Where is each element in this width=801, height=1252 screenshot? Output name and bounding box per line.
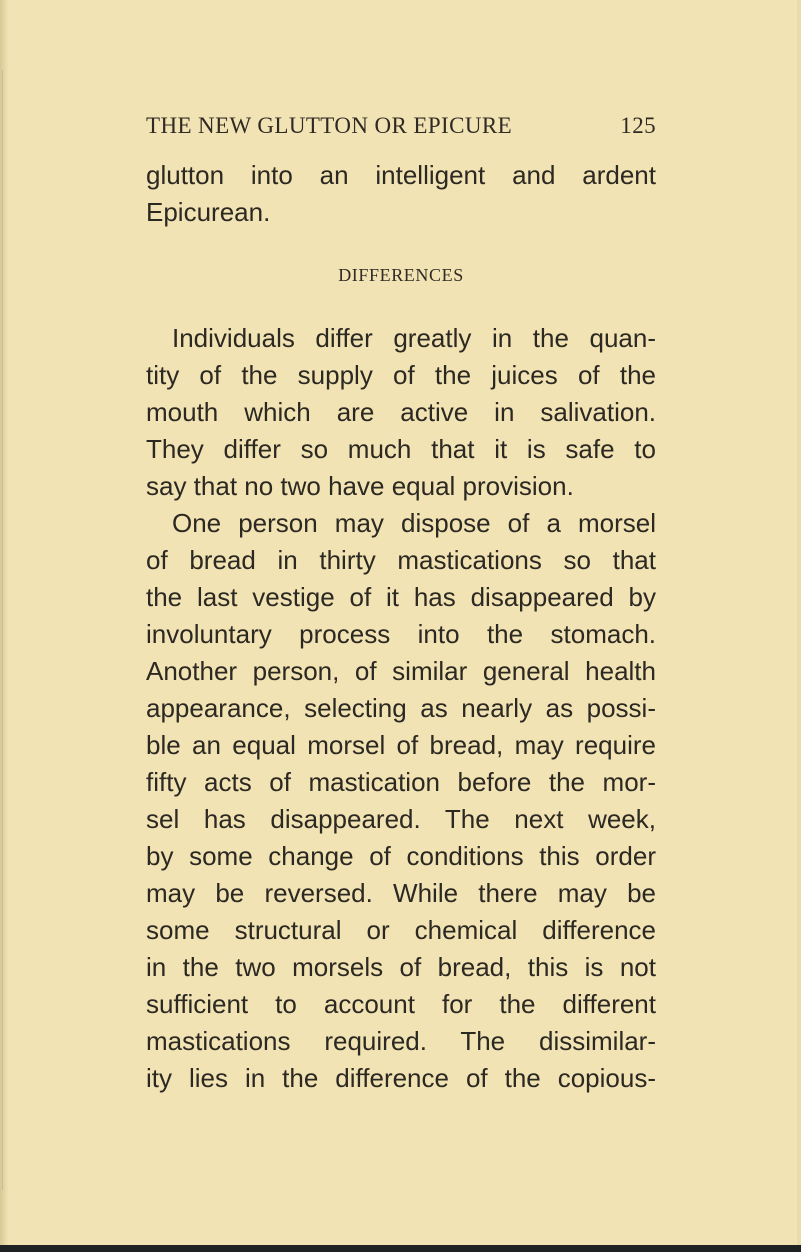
page-number: 125 bbox=[620, 113, 656, 138]
text-line: fifty acts of mastication before the mor- bbox=[146, 767, 656, 797]
page-bottom-edge bbox=[0, 1245, 801, 1252]
text-line: in the two morsels of bread, this is not bbox=[146, 952, 656, 982]
text-line: One person may dispose of a morsel bbox=[172, 508, 656, 538]
text-line: say that no two have equal provision. bbox=[146, 471, 574, 501]
text-line: of bread in thirty mastications so that bbox=[146, 545, 656, 575]
text-line: Individuals differ greatly in the quan- bbox=[172, 323, 656, 353]
spacer-after-heading bbox=[146, 294, 656, 320]
text-line: by some change of conditions this order bbox=[146, 841, 656, 871]
page-right-edge bbox=[797, 0, 801, 1252]
text-line: sufficient to account for the different bbox=[146, 989, 656, 1019]
spacer-before-heading bbox=[146, 231, 656, 257]
running-head bbox=[146, 113, 656, 149]
text-line: ble an equal morsel of bread, may require bbox=[146, 730, 656, 760]
text-line: Another person, of similar general health bbox=[146, 656, 656, 686]
text-line: tity of the supply of the juices of the bbox=[146, 360, 656, 390]
text-line: sel has disappeared. The next week, bbox=[146, 804, 656, 834]
text-line: appearance, selecting as nearly as possi- bbox=[146, 693, 656, 723]
running-head-title: THE NEW GLUTTON OR EPICURE bbox=[146, 113, 513, 138]
text-line: may be reversed. While there may be bbox=[146, 878, 656, 908]
section-heading: DIFFERENCES bbox=[338, 265, 464, 285]
page-body-text bbox=[146, 157, 656, 1097]
text-line: involuntary process into the stomach. bbox=[146, 619, 656, 649]
text-line: some structural or chemical difference bbox=[146, 915, 656, 945]
text-line: They differ so much that it is safe to bbox=[146, 434, 656, 464]
page-binding-edge bbox=[0, 0, 9, 1252]
text-line: glutton into an intelligent and ardent bbox=[146, 160, 656, 190]
text-line: mastications required. The dissimilar- bbox=[146, 1026, 656, 1056]
text-line: Epicurean. bbox=[146, 197, 271, 227]
text-line: mouth which are active in salivation. bbox=[146, 397, 656, 427]
text-line: ity lies in the difference of the copious- bbox=[146, 1063, 656, 1093]
text-line: the last vestige of it has disappeared by bbox=[146, 582, 656, 612]
